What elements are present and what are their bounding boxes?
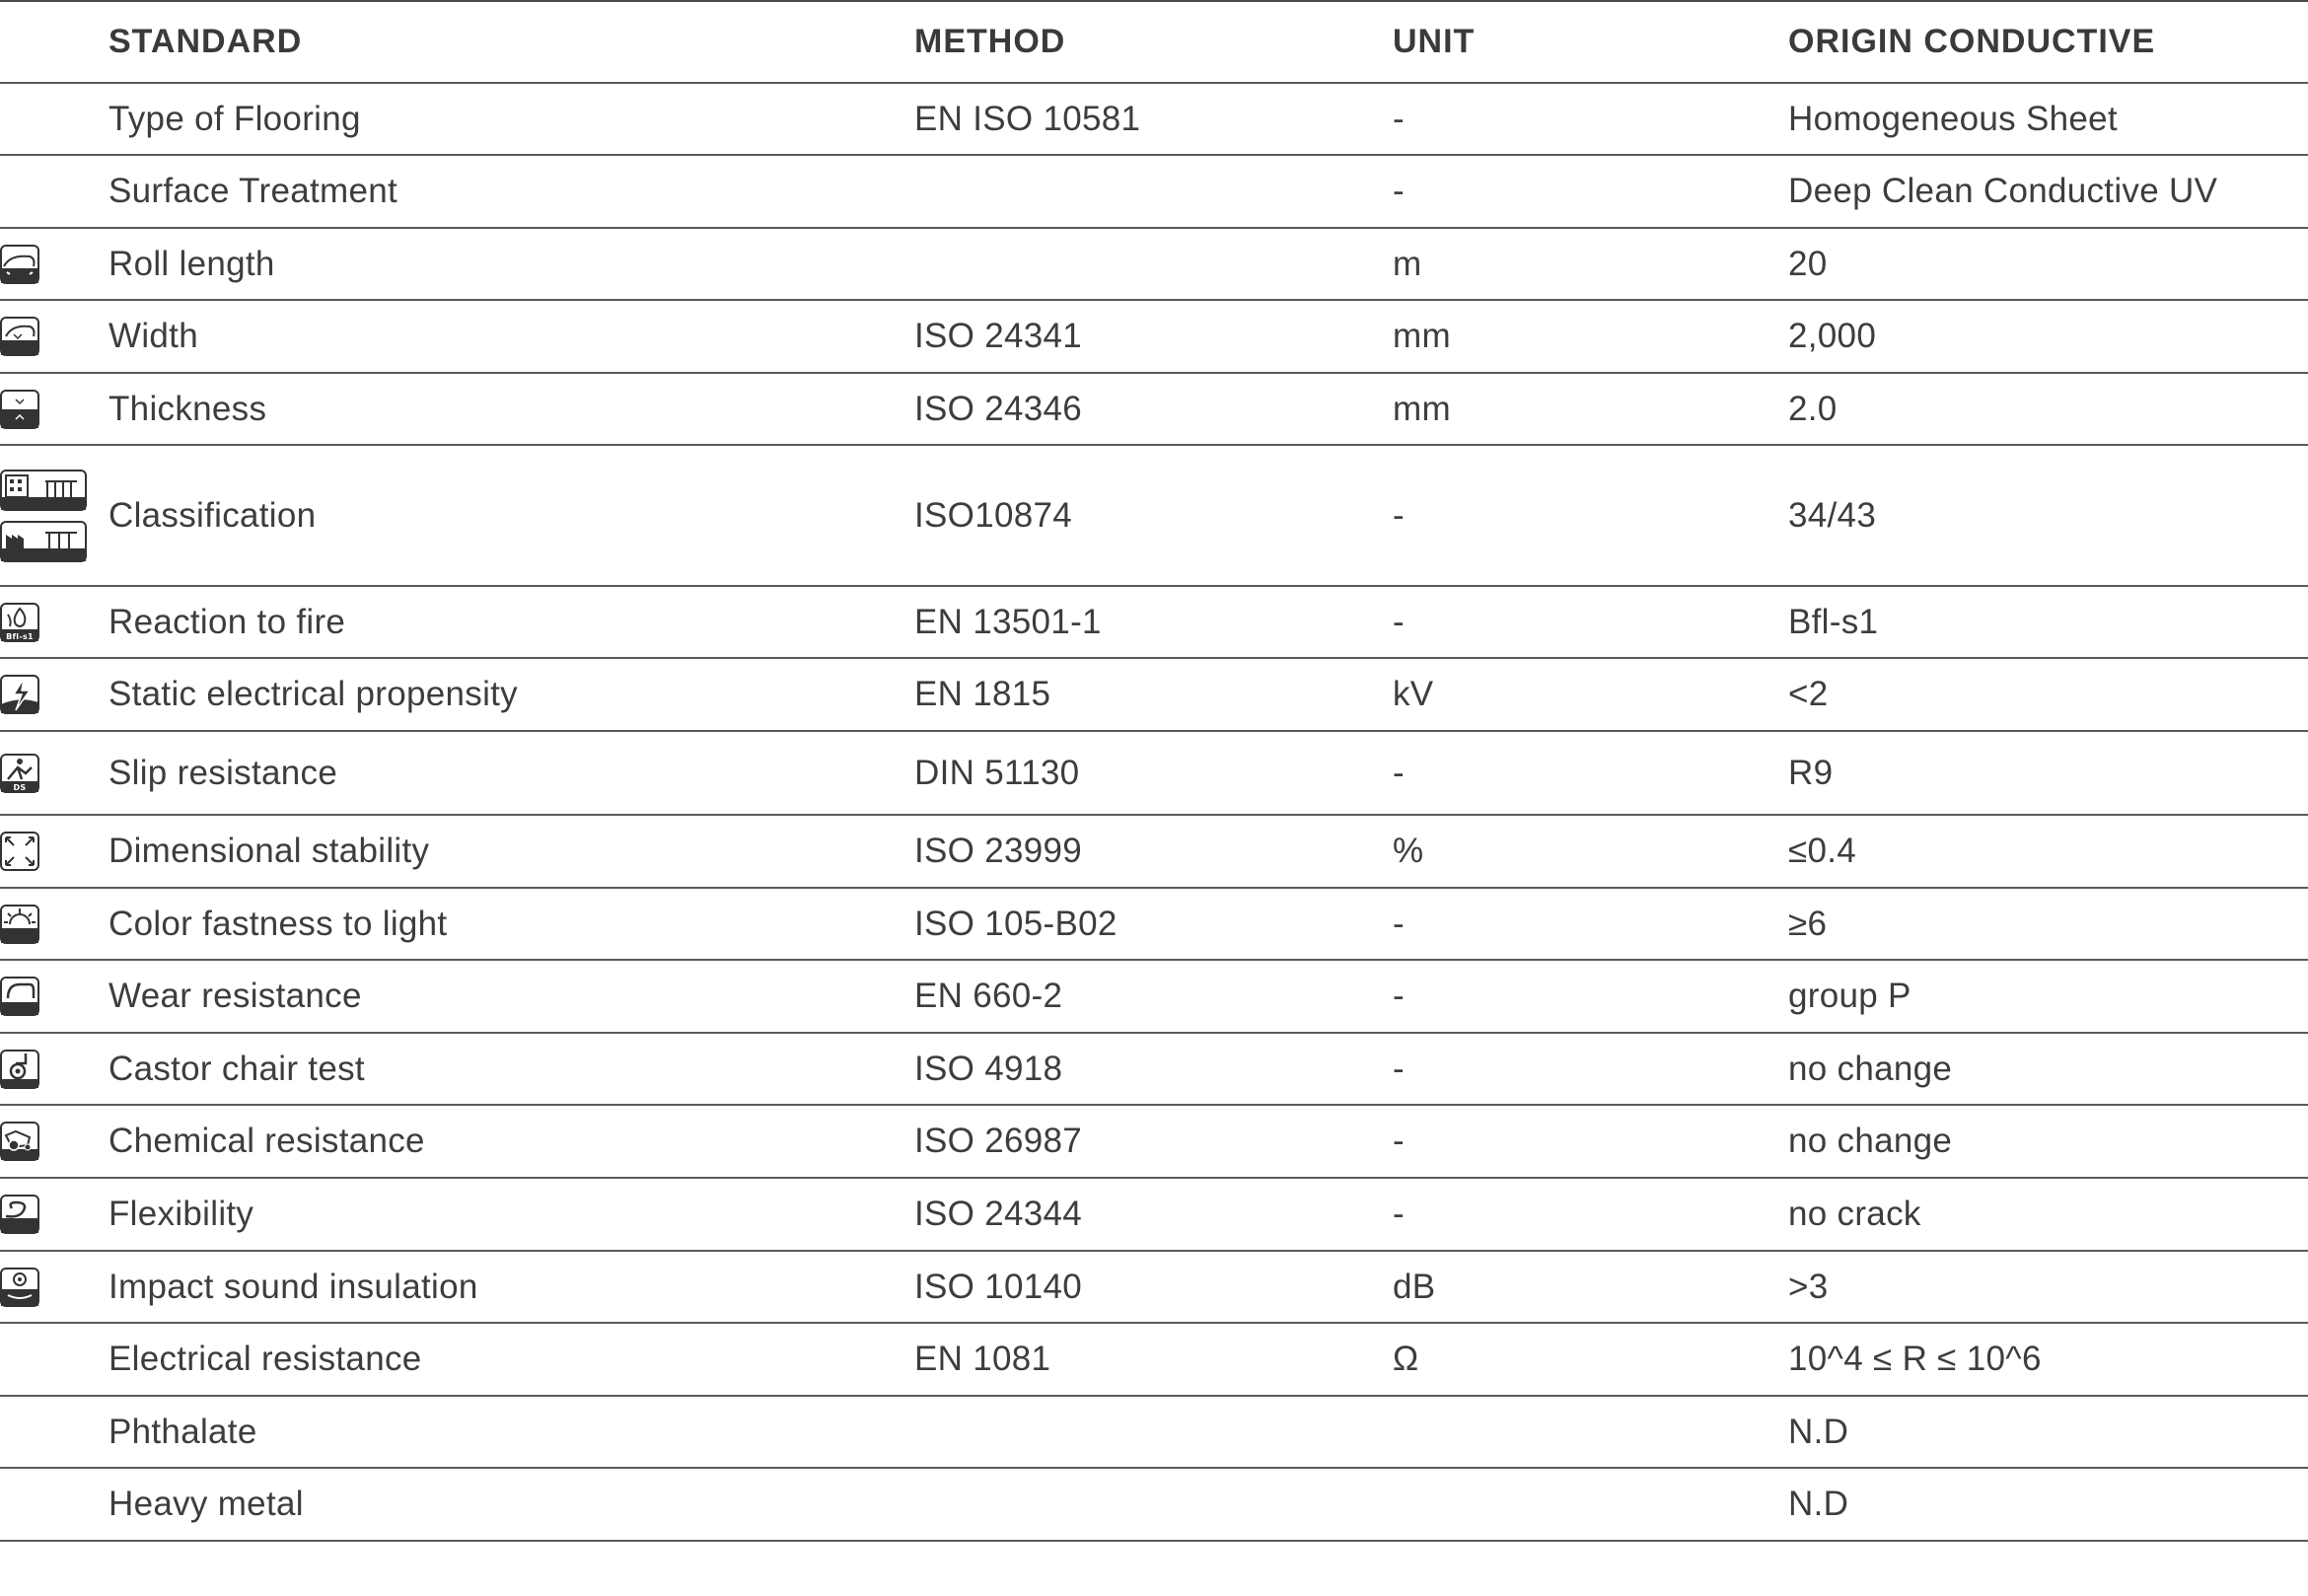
unit-cell: Ω: [1393, 1340, 1419, 1378]
method-cell: DIN 51130: [914, 753, 1080, 792]
unit-cell: mm: [1393, 389, 1451, 428]
method-cell: ISO 26987: [914, 1122, 1083, 1160]
standard-cell: Chemical resistance: [108, 1122, 425, 1160]
method-cell: EN 1815: [914, 675, 1051, 713]
value-cell: 34/43: [1788, 495, 1877, 535]
unit-cell: -: [1393, 172, 1405, 210]
standard-cell: Thickness: [108, 389, 267, 428]
standard-cell: Width: [108, 317, 198, 355]
value-cell: N.D: [1788, 1412, 1849, 1451]
standard-cell: Color fastness to light: [108, 904, 448, 943]
standard-cell: Roll length: [108, 244, 275, 283]
value-cell: R9: [1788, 753, 1834, 792]
method-cell: ISO 105-B02: [914, 904, 1118, 943]
standard-cell: Surface Treatment: [108, 172, 398, 210]
table-row: [0, 229, 2308, 301]
standard-cell: Phthalate: [108, 1412, 257, 1451]
standard-cell: Dimensional stability: [108, 832, 430, 870]
value-cell: no change: [1788, 1122, 1953, 1160]
standard-cell: Castor chair test: [108, 1049, 365, 1088]
table-row: [0, 1179, 2308, 1252]
value-cell: no crack: [1788, 1195, 1921, 1233]
method-cell: EN 660-2: [914, 977, 1063, 1015]
castor-chair-icon: [0, 1050, 39, 1089]
value-cell: group P: [1788, 977, 1911, 1015]
unit-cell: -: [1393, 977, 1405, 1015]
color-fastness-icon: [0, 905, 39, 944]
industrial-classification-icon: [0, 521, 87, 562]
svg-text:DS: DS: [13, 782, 27, 792]
method-cell: ISO 24341: [914, 317, 1083, 355]
table-row: [0, 1397, 2308, 1469]
method-cell: ISO 23999: [914, 832, 1083, 870]
unit-cell: -: [1393, 1195, 1405, 1233]
method-cell: ISO 10140: [914, 1267, 1083, 1306]
table-row: [0, 816, 2308, 889]
table-row: [0, 84, 2308, 156]
standard-cell: Slip resistance: [108, 753, 338, 792]
table-row: [0, 1034, 2308, 1106]
value-cell: 2,000: [1788, 317, 1877, 355]
unit-cell: m: [1393, 244, 1422, 283]
commercial-classification-icon: [0, 470, 87, 511]
value-cell: Deep Clean Conductive UV: [1788, 172, 2218, 210]
standard-cell: Impact sound insulation: [108, 1267, 478, 1306]
unit-cell: -: [1393, 904, 1405, 943]
unit-cell: -: [1393, 753, 1405, 792]
method-cell: EN ISO 10581: [914, 99, 1141, 138]
table-row: [0, 1252, 2308, 1324]
value-cell: ≥6: [1788, 904, 1828, 943]
standard-cell: Static electrical propensity: [108, 675, 518, 713]
header-method: METHOD: [914, 23, 1066, 60]
table-row: [0, 1106, 2308, 1179]
static-electricity-icon: [0, 675, 39, 714]
value-cell: 10^4 ≤ R ≤ 10^6: [1788, 1340, 2042, 1378]
table-row: [0, 889, 2308, 961]
width-icon: [0, 317, 39, 356]
wear-resistance-icon: [0, 977, 39, 1016]
table-row: [0, 587, 2308, 659]
unit-cell: mm: [1393, 317, 1451, 355]
value-cell: 2.0: [1788, 389, 1838, 428]
unit-cell: kV: [1393, 675, 1434, 713]
table-row: [0, 374, 2308, 446]
table-row: [0, 156, 2308, 229]
value-cell: ≤0.4: [1788, 832, 1857, 870]
dimensional-stability-icon: [0, 832, 39, 871]
unit-cell: -: [1393, 99, 1405, 138]
roll-length-icon: [0, 245, 39, 284]
value-cell: >3: [1788, 1267, 1829, 1306]
thickness-icon: [0, 390, 39, 429]
unit-cell: dB: [1393, 1267, 1436, 1306]
value-cell: no change: [1788, 1049, 1953, 1088]
fire-reaction-icon: [0, 603, 39, 642]
unit-cell: -: [1393, 1122, 1405, 1160]
table-row: [0, 446, 2308, 587]
value-cell: 20: [1788, 244, 1828, 283]
standard-cell: Flexibility: [108, 1195, 254, 1233]
flexibility-icon: [0, 1195, 39, 1234]
value-cell: N.D: [1788, 1485, 1849, 1523]
table-row: [0, 732, 2308, 816]
table-row: [0, 659, 2308, 732]
method-cell: EN 1081: [914, 1340, 1051, 1378]
table-row: [0, 301, 2308, 374]
method-cell: ISO 24344: [914, 1195, 1083, 1233]
method-cell: ISO10874: [914, 495, 1073, 535]
svg-text:Bfl-s1: Bfl-s1: [6, 631, 34, 641]
header-standard: STANDARD: [108, 23, 303, 60]
method-cell: ISO 24346: [914, 389, 1083, 428]
method-cell: ISO 4918: [914, 1049, 1063, 1088]
impact-sound-icon: [0, 1268, 39, 1307]
standard-cell: Electrical resistance: [108, 1340, 422, 1378]
standard-cell: Heavy metal: [108, 1485, 304, 1523]
unit-cell: -: [1393, 495, 1405, 535]
unit-cell: %: [1393, 832, 1424, 870]
table-header-row: [0, 2, 2308, 84]
method-cell: EN 13501-1: [914, 602, 1102, 641]
chemical-resistance-icon: [0, 1122, 39, 1161]
value-cell: Bfl-s1: [1788, 602, 1879, 641]
table-row: [0, 1324, 2308, 1397]
standard-cell: Classification: [108, 495, 317, 535]
standard-cell: Wear resistance: [108, 977, 362, 1015]
standard-cell: Type of Flooring: [108, 99, 361, 138]
unit-cell: -: [1393, 602, 1405, 641]
slip-resistance-icon: [0, 754, 39, 793]
header-unit: UNIT: [1393, 23, 1476, 60]
standard-cell: Reaction to fire: [108, 602, 346, 641]
value-cell: <2: [1788, 675, 1829, 713]
table-row: [0, 961, 2308, 1034]
unit-cell: -: [1393, 1049, 1405, 1088]
table-row: [0, 1469, 2308, 1542]
value-cell: Homogeneous Sheet: [1788, 99, 2118, 138]
header-origin-conductive: ORIGIN CONDUCTIVE: [1788, 23, 2156, 60]
